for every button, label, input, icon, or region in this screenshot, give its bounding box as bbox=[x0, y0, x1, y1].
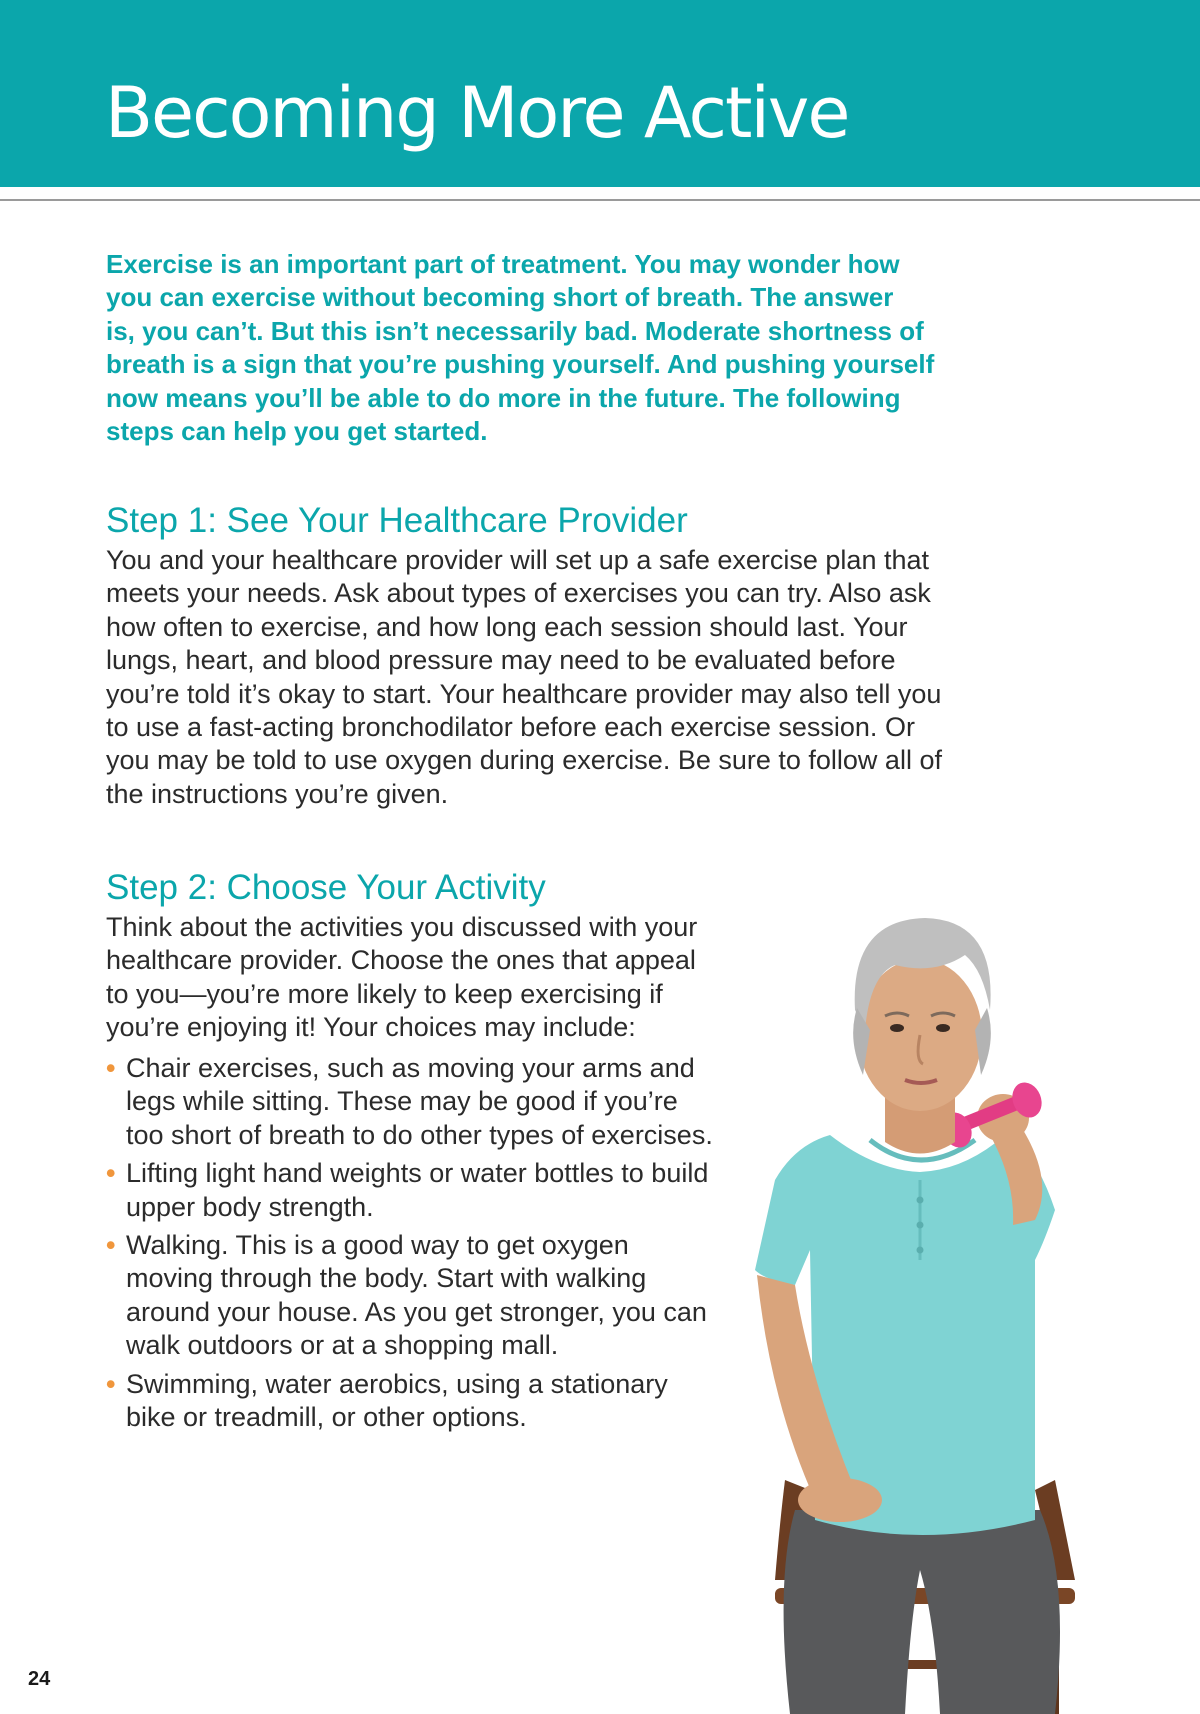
list-item-line: around your house. As you get stronger, you can bbox=[126, 1296, 707, 1327]
list-item bbox=[106, 1368, 786, 1435]
step1-line: the instructions you’re given. bbox=[106, 778, 449, 809]
intro-line: steps can help you get started. bbox=[106, 416, 488, 447]
list-item-line: upper body strength. bbox=[126, 1191, 374, 1222]
list-item-line: too short of breath to do other types of exercises. bbox=[126, 1119, 713, 1150]
list-item bbox=[106, 1052, 786, 1152]
step2-line: to you—you’re more likely to keep exercising if bbox=[106, 978, 663, 1009]
intro-line: Exercise is an important part of treatment. You may wonder how bbox=[106, 249, 900, 279]
list-item-line: Walking. This is a good way to get oxygen bbox=[126, 1230, 629, 1261]
list-item-line: bike or treadmill, or other options. bbox=[126, 1402, 527, 1433]
step1-line: you may be told to use oxygen during exercise. Be sure to follow all of bbox=[106, 745, 942, 776]
step2-line: healthcare provider. Choose the ones that appeal bbox=[106, 945, 696, 976]
step1-line: how often to exercise, and how long each session should last. Your bbox=[106, 611, 908, 642]
intro-line: breath is a sign that you’re pushing yourself. And pushing yourself bbox=[106, 349, 935, 380]
intro-line: you can exercise without becoming short of breath. The answer bbox=[106, 282, 894, 313]
bullet-icon: • bbox=[106, 1368, 116, 1399]
step1-line: lungs, heart, and blood pressure may need to be evaluated before bbox=[106, 645, 896, 676]
step2-heading: Step 2: Choose Your Activity bbox=[106, 868, 546, 907]
header-divider bbox=[0, 199, 1200, 201]
bullet-icon: • bbox=[106, 1158, 116, 1189]
list-item-line: walk outdoors or at a shopping mall. bbox=[126, 1330, 559, 1361]
list-item bbox=[106, 1157, 786, 1224]
page-title: Becoming More Active bbox=[105, 72, 849, 154]
intro-paragraph bbox=[106, 248, 1026, 448]
bullet-icon: • bbox=[106, 1053, 116, 1083]
step1-heading: Step 1: See Your Healthcare Provider bbox=[106, 501, 688, 540]
list-item-line: moving through the body. Start with walking bbox=[126, 1263, 647, 1294]
step2-line: Think about the activities you discussed with your bbox=[106, 912, 698, 942]
step1-paragraph bbox=[106, 544, 942, 811]
step2-paragraph bbox=[106, 911, 697, 1045]
activity-list bbox=[106, 1052, 786, 1439]
woman-exercising-photo bbox=[735, 880, 1115, 1714]
intro-line: now means you’ll be able to do more in the future. The following bbox=[106, 382, 901, 413]
step1-line: you’re told it’s okay to start. Your healthcare provider may also tell you bbox=[106, 678, 942, 709]
bullet-icon: • bbox=[106, 1230, 116, 1261]
page-number: 24 bbox=[28, 1668, 51, 1690]
list-item bbox=[106, 1229, 786, 1363]
intro-line: is, you can’t. But this isn’t necessarily bad. Moderate shortness of bbox=[106, 315, 924, 346]
list-item-line: Swimming, water aerobics, using a stationary bbox=[126, 1368, 668, 1399]
step1-line: meets your needs. Ask about types of exercises you can try. Also ask bbox=[106, 578, 931, 609]
list-item-line: Lifting light hand weights or water bottles to build bbox=[126, 1158, 709, 1189]
step2-line: you’re enjoying it! Your choices may include: bbox=[106, 1012, 636, 1043]
list-item-line: legs while sitting. These may be good if you’re bbox=[126, 1086, 678, 1117]
step1-line: You and your healthcare provider will set up a safe exercise plan that bbox=[106, 545, 929, 575]
step1-line: to use a fast-acting bronchodilator before each exercise session. Or bbox=[106, 712, 915, 743]
list-item-line: Chair exercises, such as moving your arms and bbox=[126, 1053, 695, 1083]
